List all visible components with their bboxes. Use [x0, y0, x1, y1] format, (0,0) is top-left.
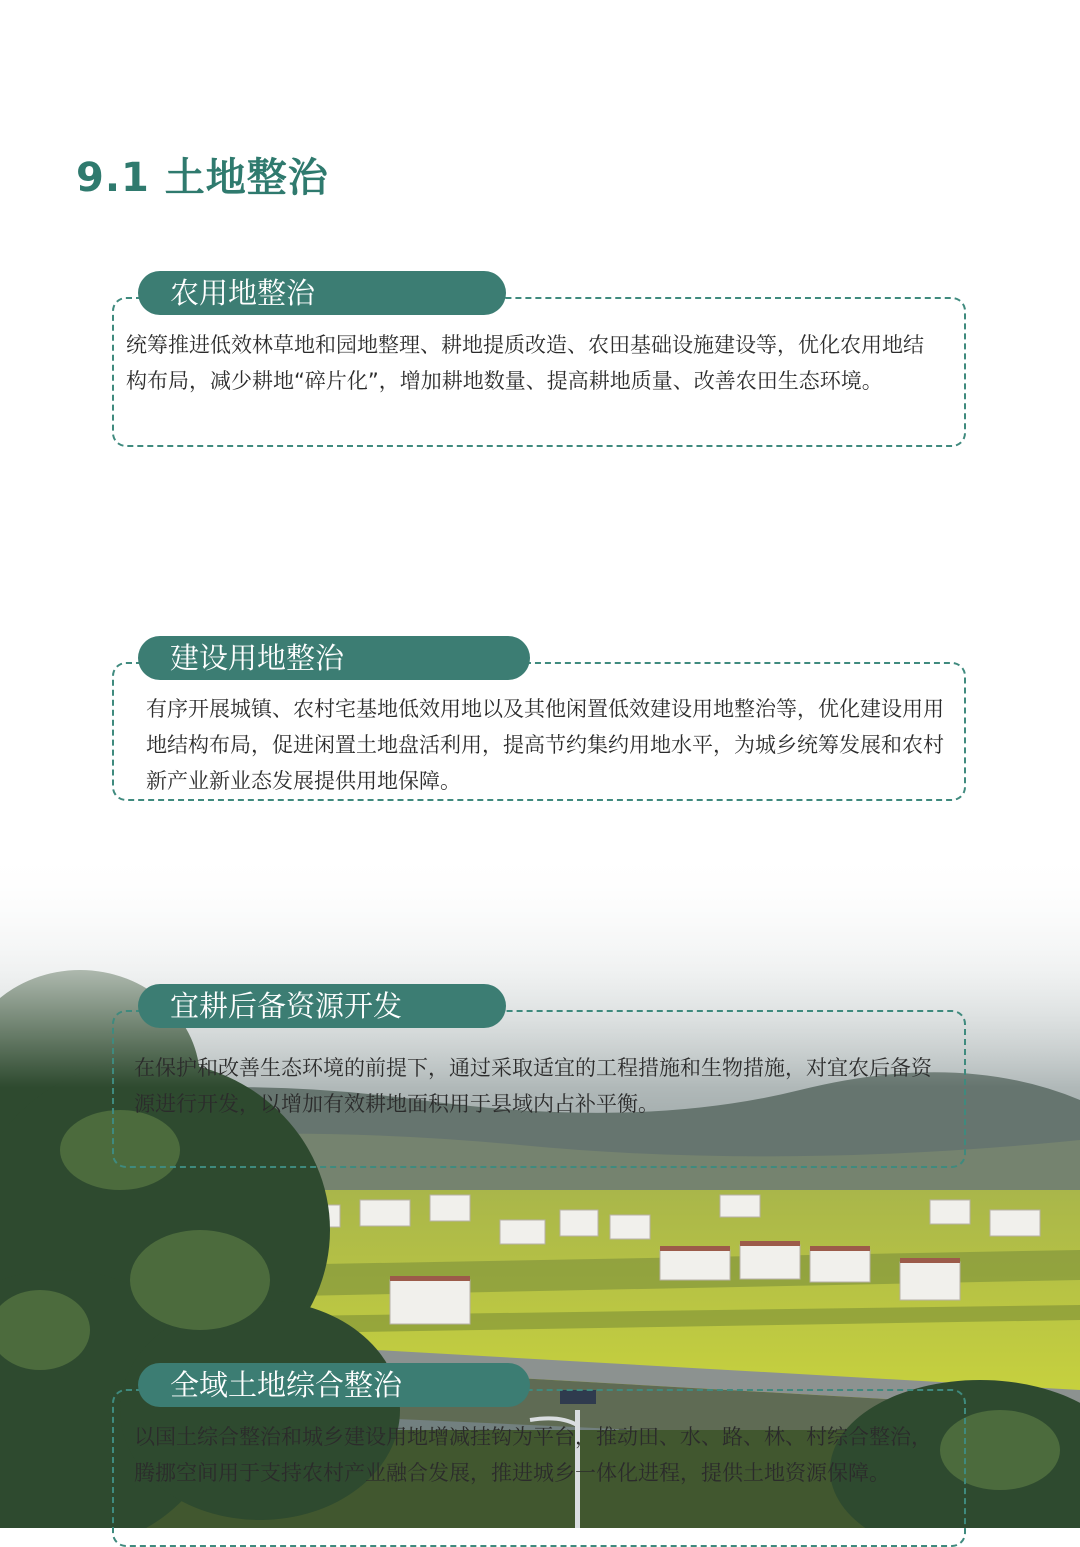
section-body-text: 统筹推进低效林草地和园地整理、耕地提质改造、农田基础设施建设等，优化农用地结构布局，减少耕地“碎片化”，增加耕地数量、提高耕地质量、改善农田生态环境。	[126, 333, 924, 393]
section-comprehensive-land-consolidation	[112, 1363, 966, 1547]
section-body-text: 在保护和改善生态环境的前提下，通过采取适宜的工程措施和生物措施，对宜农后备资源进行开发，以增加有效耕地面积用于县域内占补平衡。	[134, 1056, 932, 1116]
section-reserve-resource-development	[112, 984, 966, 1168]
section-body-text: 以国土综合整治和城乡建设用地增减挂钩为平台，推动田、水、路、林、村综合整治，腾挪空间用于支持农村产业融合发展，推进城乡一体化进程，提供土地资源保障。	[134, 1425, 932, 1485]
section-construction-land-consolidation	[112, 636, 966, 801]
section-body-text: 有序开展城镇、农村宅基地低效用地以及其他闲置低效建设用地整治等，优化建设用用地结构布局，促进闲置土地盘活利用，提高节约集约用地水平，为城乡统筹发展和农村新产业新业态发展提供用地保障。	[146, 697, 944, 793]
section-farmland-consolidation	[112, 271, 966, 447]
section-heading: 宜耕后备资源开发	[138, 984, 506, 1028]
page-title: 9.1 土地整治	[76, 155, 329, 201]
section-heading: 全域土地综合整治	[138, 1363, 530, 1407]
section-heading: 农用地整治	[138, 271, 506, 315]
section-heading: 建设用地整治	[138, 636, 530, 680]
